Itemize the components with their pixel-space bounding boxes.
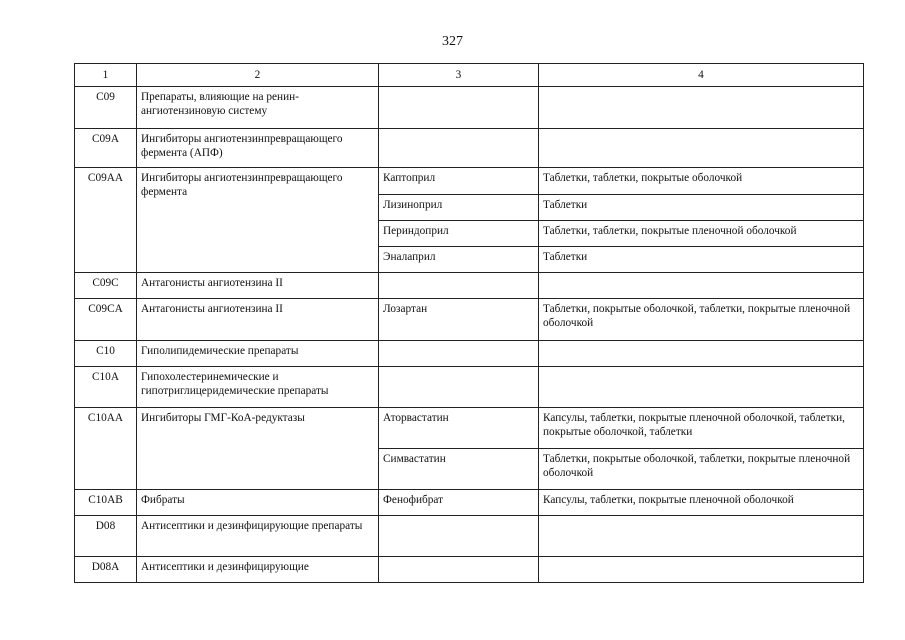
- table-body: [75, 64, 864, 583]
- header-cell-forms: 4: [539, 64, 864, 87]
- drug-name-cell: Лозартан: [379, 299, 539, 341]
- atc-code-cell: C09A: [75, 129, 137, 168]
- atc-code-cell: C10AA: [75, 408, 137, 490]
- atc-code-cell: C09CA: [75, 299, 137, 341]
- group-name-cell: Фибраты: [137, 490, 379, 516]
- header-cell-code: 1: [75, 64, 137, 87]
- group-name-cell: Ингибиторы ГМГ-КоА-редуктазы: [137, 408, 379, 490]
- atc-code-cell: D08A: [75, 557, 137, 583]
- group-name-cell: Гипохолестеринемические и гипотриглицеридемические препараты: [137, 367, 379, 408]
- drug-name-cell: [379, 273, 539, 299]
- group-name-cell: Ингибиторы ангиотензинпревращающего фермента: [137, 168, 379, 273]
- dosage-forms-cell: [539, 273, 864, 299]
- group-name-cell: Гиполипидемические препараты: [137, 341, 379, 367]
- group-name-cell: Антисептики и дезинфицирующие: [137, 557, 379, 583]
- dosage-forms-cell: [539, 87, 864, 129]
- table-row: [75, 341, 864, 367]
- drug-name-cell: Эналаприл: [379, 247, 539, 273]
- group-name-cell: Ингибиторы ангиотензинпревращающего фермента (АПФ): [137, 129, 379, 168]
- drug-name-cell: [379, 341, 539, 367]
- dosage-forms-cell: Таблетки, покрытые оболочкой, таблетки, покрытые пленочной оболочкой: [539, 299, 864, 341]
- table-row: [75, 557, 864, 583]
- table-header-row: [75, 64, 864, 87]
- drug-name-cell: Симвастатин: [379, 449, 539, 490]
- table-row: [75, 490, 864, 516]
- dosage-forms-cell: Таблетки, таблетки, покрытые пленочной оболочкой: [539, 221, 864, 247]
- drug-name-cell: Фенофибрат: [379, 490, 539, 516]
- dosage-forms-cell: [539, 129, 864, 168]
- dosage-forms-cell: Таблетки: [539, 247, 864, 273]
- table-row: [75, 87, 864, 129]
- dosage-forms-cell: [539, 367, 864, 408]
- drug-name-cell: Аторвастатин: [379, 408, 539, 449]
- header-cell-group: 2: [137, 64, 379, 87]
- drug-name-cell: Периндоприл: [379, 221, 539, 247]
- dosage-forms-cell: [539, 341, 864, 367]
- table-row: [75, 408, 864, 449]
- dosage-forms-cell: Капсулы, таблетки, покрытые пленочной оболочкой, таблетки, покрытые оболочкой, таблетки: [539, 408, 864, 449]
- drug-name-cell: [379, 367, 539, 408]
- table-row: [75, 129, 864, 168]
- group-name-cell: Антагонисты ангиотензина II: [137, 273, 379, 299]
- table-row: [75, 516, 864, 557]
- dosage-forms-cell: Капсулы, таблетки, покрытые пленочной оболочкой: [539, 490, 864, 516]
- dosage-forms-cell: Таблетки, покрытые оболочкой, таблетки, покрытые пленочной оболочкой: [539, 449, 864, 490]
- atc-code-cell: C10AB: [75, 490, 137, 516]
- header-cell-drug: 3: [379, 64, 539, 87]
- atc-code-cell: D08: [75, 516, 137, 557]
- group-name-cell: Препараты, влияющие на ренин-ангиотензиновую систему: [137, 87, 379, 129]
- atc-code-cell: C09: [75, 87, 137, 129]
- dosage-forms-cell: Таблетки: [539, 195, 864, 221]
- atc-code-cell: C09C: [75, 273, 137, 299]
- drug-name-cell: [379, 129, 539, 168]
- dosage-forms-cell: [539, 516, 864, 557]
- table-row: [75, 367, 864, 408]
- dosage-forms-cell: Таблетки, таблетки, покрытые оболочкой: [539, 168, 864, 195]
- table-row: [75, 299, 864, 341]
- atc-code-cell: C10: [75, 341, 137, 367]
- drug-name-cell: [379, 516, 539, 557]
- table-row: [75, 168, 864, 195]
- dosage-forms-cell: [539, 557, 864, 583]
- atc-code-cell: C09AA: [75, 168, 137, 273]
- group-name-cell: Антисептики и дезинфицирующие препараты: [137, 516, 379, 557]
- page-number: 327: [442, 34, 463, 49]
- drug-name-cell: [379, 87, 539, 129]
- drug-table: [74, 63, 864, 583]
- table-row: [75, 273, 864, 299]
- group-name-cell: Антагонисты ангиотензина II: [137, 299, 379, 341]
- drug-name-cell: [379, 557, 539, 583]
- drug-name-cell: Каптоприл: [379, 168, 539, 195]
- drug-name-cell: Лизиноприл: [379, 195, 539, 221]
- atc-code-cell: C10A: [75, 367, 137, 408]
